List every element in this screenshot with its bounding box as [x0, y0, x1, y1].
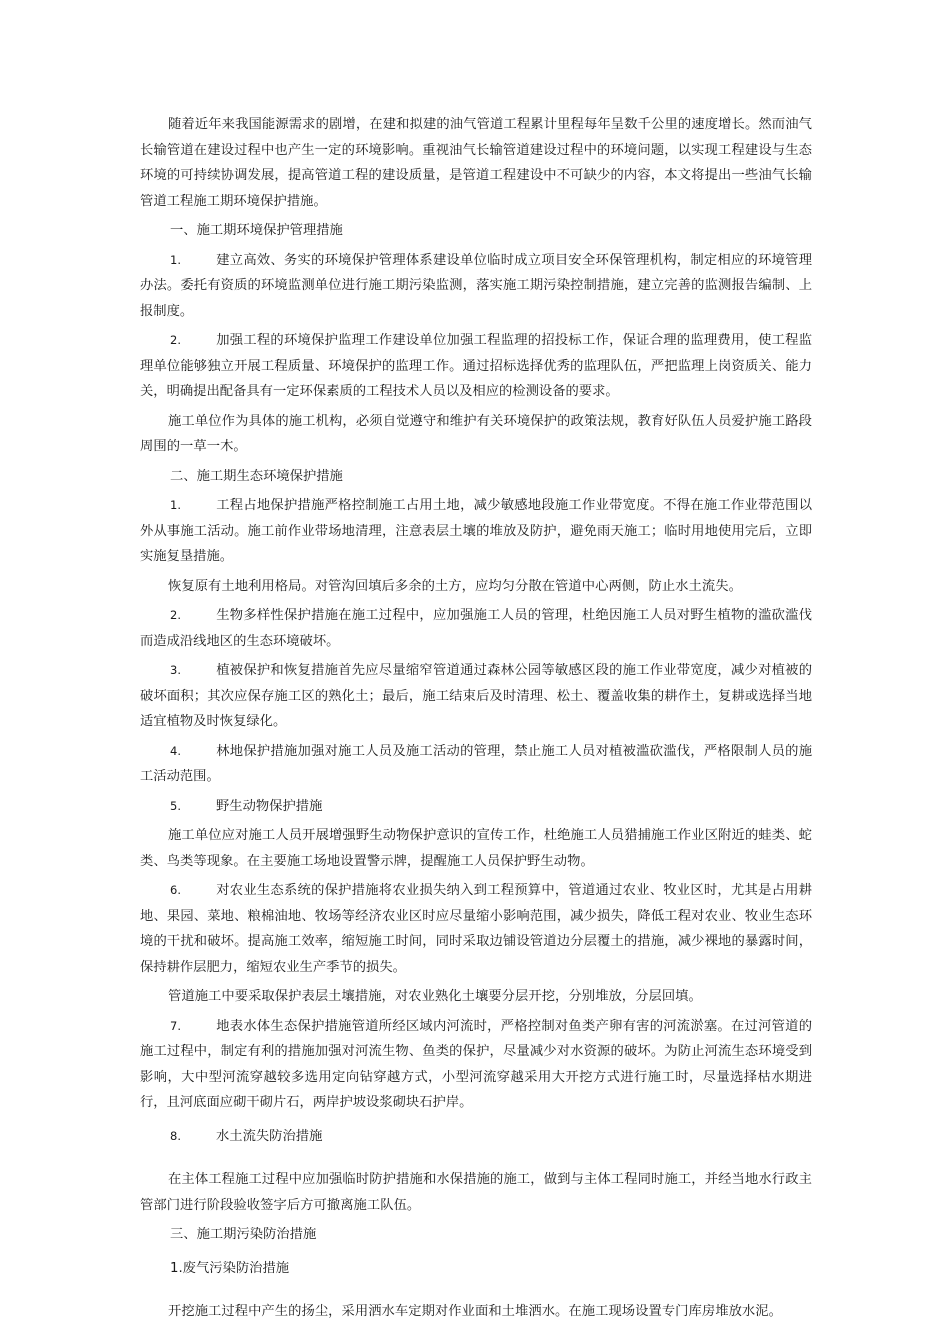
- item-text: 水土流失防治措施: [216, 1128, 323, 1144]
- item-number: 6.: [170, 883, 181, 897]
- item-text: 林地保护措施加强对施工人员及施工活动的管理，禁止施工人员对植被滥砍滥伐，严格限制人员的施工活动范围。: [140, 743, 812, 784]
- section-heading-3: 三、施工期污染防治措施: [170, 1227, 317, 1242]
- item-number: 4.: [170, 743, 181, 758]
- list-item: [140, 328, 812, 405]
- list-item: [140, 658, 812, 735]
- item-text: 植被保护和恢复措施首先应尽量缩窄管道通过森林公园等敏感区段的施工作业带宽度，减少对植被的破坏面积；其次应保存施工区的熟化土；最后，施工结束后及时清理、松土、覆盖收集的耕作土，复耕或选择当地适宜植物及时恢复绿化。: [140, 663, 812, 729]
- item-text: 野生动物保护措施: [216, 798, 323, 814]
- subsection-heading: 1.废气污染防治措施: [170, 1260, 290, 1276]
- item-number: 2.: [170, 608, 181, 622]
- section-heading-1: 一、施工期环境保护管理措施: [170, 223, 343, 238]
- document-body: [140, 112, 812, 1329]
- list-item: [140, 794, 812, 820]
- section-heading-2: 二、施工期生态环境保护措施: [170, 468, 343, 484]
- list-item: [140, 493, 812, 570]
- list-item: [140, 878, 812, 980]
- item-number: 1.: [170, 252, 181, 267]
- list-item: [140, 1014, 812, 1116]
- item-text: 建立高效、务实的环境保护管理体系建设单位临时成立项目安全环保管理机构，制定相应的环境管理办法。委托有资质的环境监测单位进行施工期污染监测，落实施工期污染控制措施，建立完善的监测报告编制、上报制度。: [140, 252, 812, 319]
- paragraph: 开挖施工过程中产生的扬尘，采用洒水车定期对作业面和土堆洒水。在施工现场设置专门库房堆放水泥。: [168, 1304, 782, 1319]
- list-item: [140, 1124, 812, 1150]
- item-text: 加强工程的环境保护监理工作建设单位加强工程监理的招投标工作，保证合理的监理费用，使工程监理单位能够独立开展工程质量、环境保护的监理工作。通过招标选择优秀的监理队伍，严把监理上岗资质关、能力关，明确提出配备具有一定环保素质的工程技术人员以及相应的检测设备的要求。: [140, 333, 812, 399]
- item-number: 8.: [170, 1128, 181, 1143]
- paragraph: 在主体工程施工过程中应加强临时防护措施和水保措施的施工，做到与主体工程同时施工，并经当地水行政主管部门进行阶段验收签字后方可撤离施工队伍。: [140, 1172, 812, 1213]
- item-text: 生物多样性保护措施在施工过程中，应加强施工人员的管理，杜绝因施工人员对野生植物的滥砍滥伐而造成沿线地区的生态环境破坏。: [140, 608, 812, 649]
- list-item: [140, 739, 812, 790]
- item-text: 地表水体生态保护措施管道所经区域内河流时，严格控制对鱼类产卵有害的河流淤塞。在过河管道的施工过程中，制定有利的措施加强对河流生物、鱼类的保护，尽量减少对水资源的破坏。为防止河流生态环境受到影响，大中型河流穿越较多选用定向钻穿越方式，小型河流穿越采用大开挖方式进行施工时，尽量选择枯水期进行，且河底面应砌干砌片石，两岸护坡设浆砌块石护岸。: [140, 1018, 812, 1110]
- paragraph: 施工单位作为具体的施工机构，必须自觉遵守和维护有关环境保护的政策法规，教育好队伍人员爱护施工路段周围的一草一木。: [140, 413, 812, 454]
- intro-paragraph: 随着近年来我国能源需求的剧增，在建和拟建的油气管道工程累计里程每年呈数千公里的速度增长。然而油气长输管道在建设过程中也产生一定的环境影响。重视油气长输管道建设过程中的环境问题，以实现工程建设与生态环境的可持续协调发展，提高管道工程的建设质量，是管道工程建设中不可缺少的内容，本文将提出一些油气长输管道工程施工期环境保护措施。: [140, 117, 812, 209]
- item-text: 工程占地保护措施严格控制施工占用土地，减少敏感地段施工作业带宽度。不得在施工作业带范围以外从事施工活动。施工前作业带场地清理，注意表层土壤的堆放及防护，避免雨天施工；临时用地使用完后，立即实施复垦措施。: [140, 498, 812, 564]
- paragraph: 施工单位应对施工人员开展增强野生动物保护意识的宣传工作，杜绝施工人员猎捕施工作业区附近的蛙类、蛇类、鸟类等现象。在主要施工场地设置警示牌，提醒施工人员保护野生动物。: [140, 828, 812, 869]
- list-item: [140, 248, 812, 325]
- item-number: 1.: [170, 498, 181, 512]
- paragraph: 恢复原有土地利用格局。对管沟回填后多余的土方，应均匀分散在管道中心两侧，防止水土流失。: [168, 578, 742, 594]
- item-number: 7.: [170, 1018, 181, 1033]
- item-text: 对农业生态系统的保护措施将农业损失纳入到工程预算中，管道通过农业、牧业区时，尤其是占用耕地、果园、菜地、粮棉油地、牧场等经济农业区时应尽量缩小影响范围，减少损失，降低工程对农业、牧业生态环境的干扰和破坏。提高施工效率，缩短施工时间，同时采取边铺设管道边分层覆土的措施，减少裸地的暴露时间，保持耕作层肥力，缩短农业生产季节的损失。: [140, 883, 812, 975]
- item-number: 5.: [170, 798, 181, 813]
- paragraph: 管道施工中要采取保护表层土壤措施，对农业熟化土壤要分层开挖，分别堆放，分层回填。: [168, 989, 702, 1004]
- item-number: 2.: [170, 333, 181, 347]
- list-item: [140, 603, 812, 654]
- item-number: 3.: [170, 663, 181, 677]
